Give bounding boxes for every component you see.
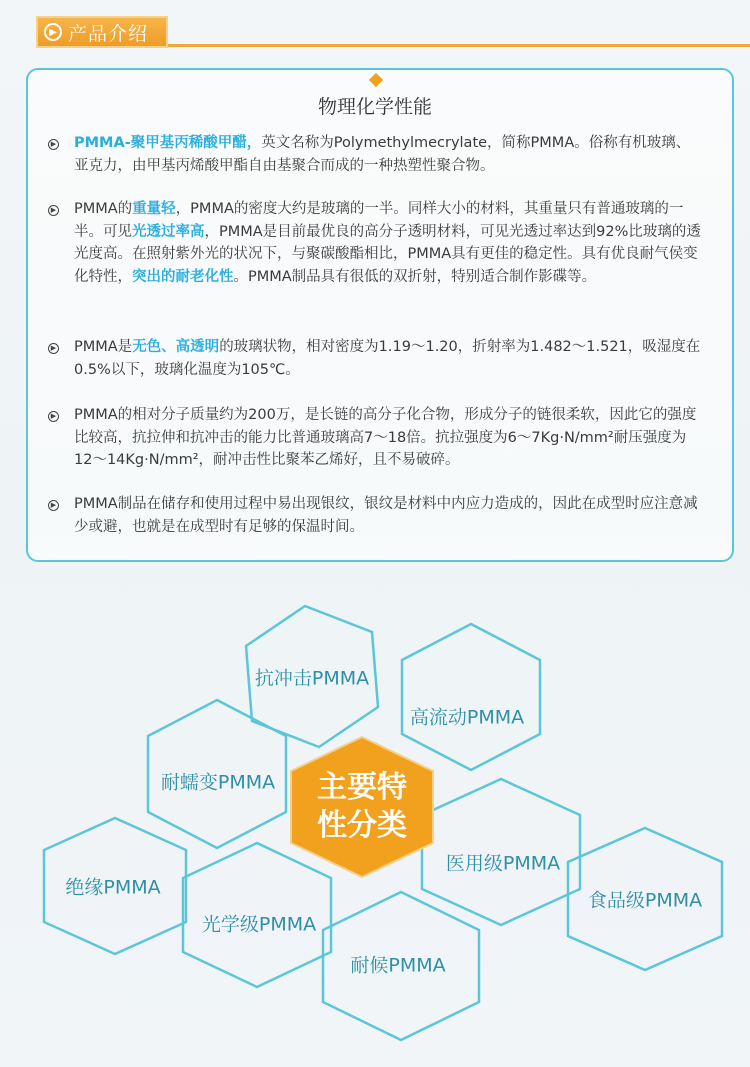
center-title-line-1: 主要特 (317, 770, 407, 805)
bullet-icon: ▶ (48, 205, 59, 216)
highlight-text: PMMA-聚甲基丙稀酸甲醋， (74, 135, 262, 151)
feature-creep: 耐蠕变PMMA (160, 771, 276, 794)
highlight-text: 突出的耐老化性 (132, 268, 234, 285)
feature-insulation: 绝缘PMMA (65, 876, 161, 899)
feature-optical: 光学级PMMA (201, 913, 317, 936)
paragraph-text: 英文名称为Polymethylmecrylate，简称PMMA。俗称有机玻璃、亚克力，由甲基丙烯酸甲酯自由基聚合而成的一种热塑性聚合物。 (74, 135, 691, 174)
feature-food: 食品级PMMA (587, 889, 703, 912)
play-circle-icon: ▶ (44, 23, 62, 41)
highlight-text: 光透过率高 (132, 223, 205, 240)
paragraph-text: PMMA的 (74, 201, 133, 217)
bullet-icon: ▶ (48, 343, 59, 354)
tab-product-intro[interactable] (36, 16, 168, 48)
center-title-line-2: 性分类 (317, 808, 407, 843)
header-bar (0, 0, 750, 50)
hex-high-flow (402, 624, 540, 770)
header-divider (168, 44, 750, 47)
bullet-icon: ▶ (48, 500, 59, 511)
paragraph-text: ，PMMA是目前最优良的高分子透明材料，可见光透过率达到92%比玻璃的透光度高。在照射紫外光的状况下，与聚碳酸酯相比，PMMA具有更佳的稳定性。具有优良耐气侯变化特性， (74, 223, 701, 285)
bullet-icon: ▶ (48, 411, 59, 422)
tab-label: 产品介绍 (68, 22, 149, 45)
paragraph-5 (74, 493, 704, 538)
feature-high-flow: 高流动PMMA (409, 706, 525, 729)
highlight-text: 重量轻 (132, 201, 176, 217)
paragraph-text: 。PMMA制品具有很低的双折射，特别适合制作影碟等。 (233, 268, 597, 285)
highlight-text: 无色、高透明 (132, 339, 220, 355)
paragraph-text: PMMA制品在储存和使用过程中易出现银纹，银纹是材料中内应力造成的，因此在成型时应注意减少或避，也就是在成型时有足够的保温时间。 (74, 496, 698, 535)
bullet-icon: ▶ (48, 139, 59, 150)
paragraph-3 (74, 336, 704, 381)
paragraph-2 (74, 198, 704, 288)
section-title: 物理化学性能 (317, 96, 432, 118)
feature-center-title (297, 769, 427, 845)
paragraph-text: PMMA是 (74, 339, 133, 355)
paragraph-text: 的玻璃状物，相对密度为1.19～1.20，折射率为1.482～1.521，吸湿度在0.5%以下，玻璃化温度为105℃。 (74, 339, 701, 378)
feature-weather: 耐候PMMA (350, 954, 446, 977)
paragraph-text: PMMA的相对分子质量约为200万，是长链的高分子化合物，形成分子的链很柔软，因此它的强度比较高，抗拉伸和抗冲击的能力比普通玻璃高7～18倍。抗拉强度为6～7Kg·N/mm²耐压强度为12～14Kg·N/mm²，耐冲击性比聚苯乙烯好，且不易破碎。 (74, 407, 697, 468)
paragraph-1 (74, 132, 704, 177)
feature-impact: 抗冲击PMMA (254, 667, 370, 690)
paragraph-4 (74, 404, 704, 472)
feature-medical: 医用级PMMA (445, 852, 561, 875)
paragraph-text: ，PMMA的密度大约是玻璃的一半。同样大小的材料，其重量只有普通玻璃的一半。可见 (74, 201, 684, 240)
